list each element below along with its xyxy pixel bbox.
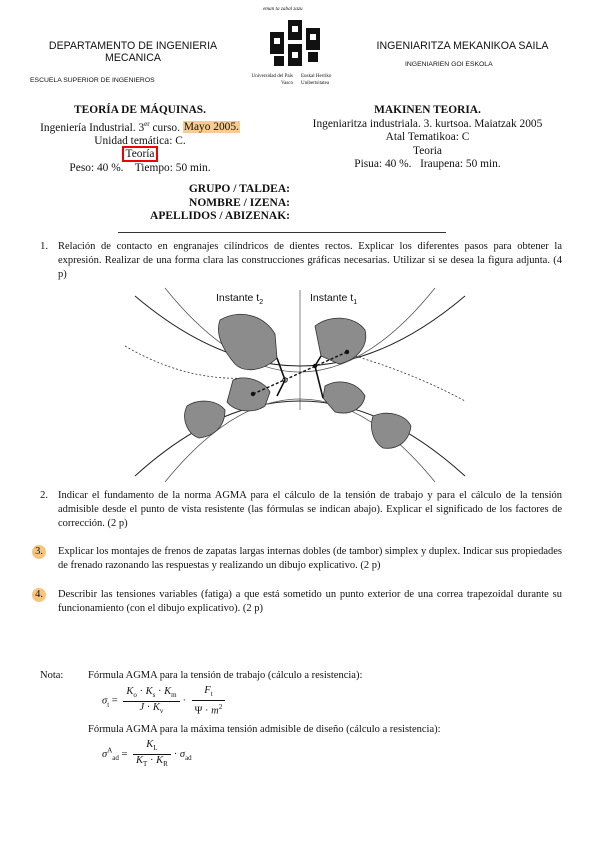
exam-info-eu <box>300 104 555 172</box>
university-motto: eman ta zabal zazu <box>263 6 303 12</box>
course-ordinal: er <box>144 119 150 128</box>
course-word: curso. <box>149 121 183 134</box>
label-instant-t2 <box>213 292 266 306</box>
university-logo-icon <box>268 16 324 70</box>
course-title-es: TEORÍA DE MÁQUINAS. <box>74 104 206 116</box>
question-number-highlighted: 3. <box>32 545 46 559</box>
label-t1-text: Instante t <box>310 292 354 304</box>
theory-label-eu: Teoria <box>413 144 442 157</box>
question-number: 1. <box>40 241 48 252</box>
left-school: ESCUELA SUPERIOR DE INGENIEROS <box>30 77 155 84</box>
university-name-eu: Euskal Herriko Unibertsitatea <box>301 74 332 86</box>
agma-work-stress-formula: $\sigma_t$ = $\frac{K_o \cdot K_s \cdot K_m}{J \cdot K_v}$ · $\frac{F_t}{\Psi \cdot m^2}$ <box>102 685 228 718</box>
exam-date-es: Mayo 2005. <box>183 121 239 134</box>
course-degree-es: Ingeniería Industrial. 3 <box>40 121 145 134</box>
label-t1-sub: 1 <box>353 299 358 307</box>
theory-label-es: Teoría <box>122 146 159 162</box>
right-school: INGENIARIEN GOI ESKOLA <box>405 61 493 68</box>
label-t2-sub: 2 <box>259 299 264 307</box>
unit-es: Unidad temática: C. <box>94 134 186 147</box>
weight-time-es: Peso: 40 %. Tiempo: 50 min. <box>69 161 211 174</box>
weight-time-eu: Pisua: 40 %. Iraupena: 50 min. <box>354 158 501 170</box>
student-fields <box>120 183 290 224</box>
name-label: NOMBRE / IZENA: <box>189 196 290 209</box>
exam-info-es <box>40 104 240 175</box>
course-title-eu: MAKINEN TEORIA. <box>374 104 481 116</box>
left-department: DEPARTAMENTO DE INGENIERIA MECANICA <box>48 40 218 64</box>
separator-line <box>118 232 446 233</box>
question-number: 2. <box>40 490 48 501</box>
question-1 <box>40 240 562 282</box>
agma-allowable-stress-formula: $\sigma^A_{ad}$ = $\frac{K_L}{K_T \cdot K_R}$ · $\sigma_{ad}$ <box>102 739 192 769</box>
question-text: Describir las tensiones variables (fatiga) a que está sometido un punto exterior de una correa trapezoidal durante su funcionamiento (con el dibujo explicativo). (2 p) <box>58 589 562 614</box>
note-line-2: Fórmula AGMA para la máxima tensión admisible de diseño (cálculo a resistencia): <box>88 724 441 735</box>
unit-eu: Atal Tematikoa: C <box>385 131 470 143</box>
right-department: INGENIARITZA MEKANIKOA SAILA <box>376 40 549 52</box>
question-text: Indicar el fundamento de la norma AGMA para el cálculo de la tensión de trabajo y para el cálculo de la tensión admisible desde el punto de vista resistente (las fórmulas se indican abajo). Explicar el significado de los factores de corrección. (2 p) <box>58 490 562 529</box>
university-name-es: Universidad del País Vasco <box>251 74 293 86</box>
question-3 <box>35 545 562 573</box>
question-2 <box>40 489 562 531</box>
question-text: Relación de contacto en engranajes cilíndricos de dientes rectos. Explicar los diferentes pasos para obtener la expresión. Realizar de una forma clara las construcciones gráficas necesarias. Utilizar si se desea la figura adjunta. (4 p) <box>58 241 562 280</box>
question-number-highlighted: 4. <box>32 588 46 602</box>
gear-contact-figure <box>125 286 475 482</box>
group-label: GRUPO / TALDEA: <box>188 183 290 195</box>
note-label: Nota: <box>40 670 64 681</box>
label-t2-text: Instante t <box>216 292 260 304</box>
question-4 <box>35 588 562 616</box>
course-line-es <box>40 118 240 135</box>
surname-label: APELLIDOS / ABIZENAK: <box>150 210 290 222</box>
note-line-1: Fórmula AGMA para la tensión de trabajo (cálculo a resistencia): <box>88 670 363 681</box>
course-line-eu: Ingeniaritza industriala. 3. kurtsoa. Maiatzak 2005 <box>312 117 543 130</box>
label-instant-t1 <box>307 292 360 306</box>
question-text: Explicar los montajes de frenos de zapatas largas internas dobles (de tambor) simplex y duplex. Indicar sus propiedades de frenado razonando las respuestas y realizando un dibujo explicativo. (2 p) <box>58 546 562 571</box>
